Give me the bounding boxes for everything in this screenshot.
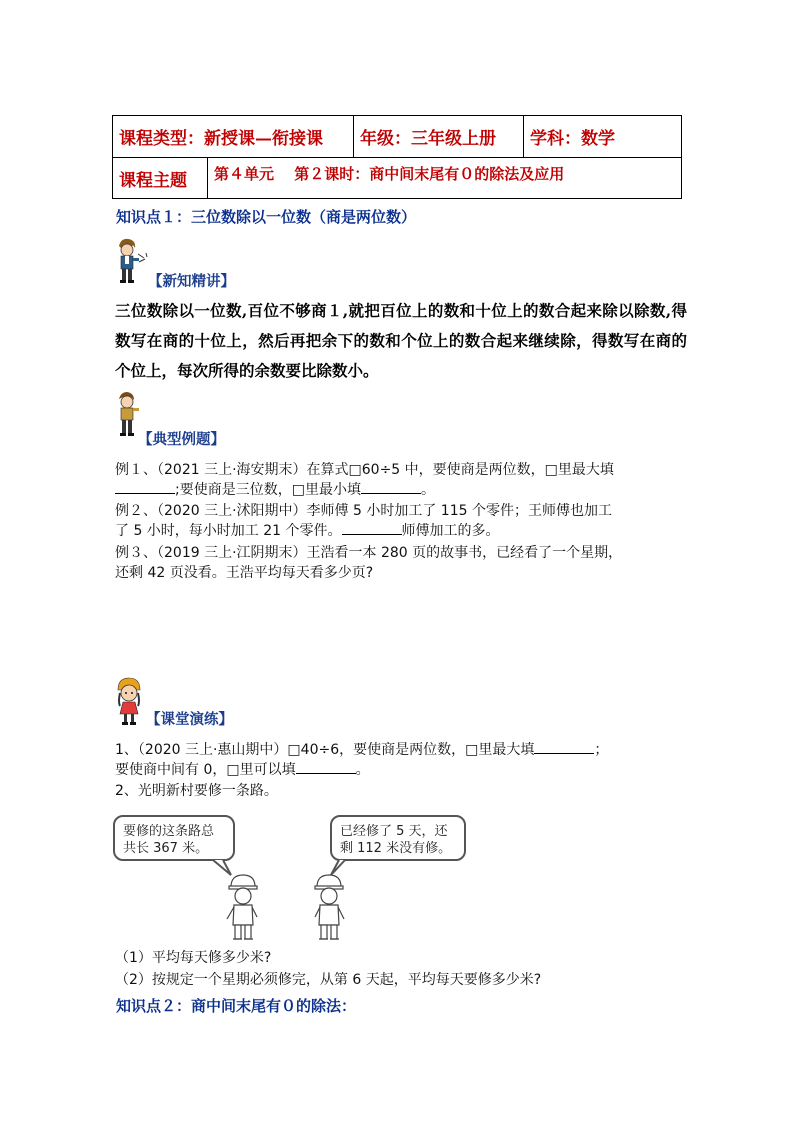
course-info-row-1 [113, 116, 681, 158]
topic-label-cell: 课程主题 [119, 170, 187, 191]
example-1 [115, 460, 690, 500]
course-type-cell: 课程类型：新授课—衔接课 [119, 129, 323, 149]
example-2 [115, 501, 690, 541]
section-class-practice: 【课堂演练】 [146, 711, 233, 728]
worker-illustration [113, 815, 473, 945]
knowledge-point-1-title: 知识点１：三位数除以一位数（商是两位数） [116, 208, 417, 226]
example-3-line-2: 还剩 42 页没看。王浩平均每天看多少页? [115, 565, 374, 581]
course-info-row-2 [113, 157, 681, 199]
practice-1-line-2 [115, 760, 690, 780]
sparkle-icon [136, 252, 150, 264]
answer-blank[interactable] [342, 522, 402, 535]
example-2-text-a: 了 5 小时，每小时加工 21 个零件。 [115, 523, 342, 539]
section-new-knowledge: 【新知精讲】 [148, 273, 235, 290]
example-2-line-1: 例２、（2020 三上·沭阳期中）李师傅 5 小时加工了 115 个零件；王师傅也加工 [115, 503, 612, 519]
speech-bubble-right: 已经修了 5 天，还剩 112 米没有修。 [330, 815, 466, 861]
speech-bubble-left: 要修的这条路总共长 367 米。 [113, 815, 235, 861]
teacher-pointing-icon [114, 390, 140, 438]
practice-1-text-c: 要使商中间有 0，□里可以填 [115, 762, 296, 778]
answer-blank[interactable] [361, 481, 421, 494]
example-1-line-2 [115, 480, 690, 500]
practice-2-question-1: （1）平均每天修多少米? [115, 950, 272, 966]
example-2-text-b: 师傅加工的多。 [401, 523, 500, 539]
practice-1-text-a: 1、（2020 三上·惠山期中）□40÷6，要使商是两位数，□里最大填 [115, 742, 535, 758]
grade-cell: 年级：三年级上册 [353, 116, 523, 157]
section-typical-examples: 【典型例题】 [138, 431, 225, 448]
example-3-line-1: 例３、（2019 三上·江阴期末）王浩看一本 280 页的故事书，已经看了一个星期， [115, 545, 623, 561]
practice-1-line-1 [115, 740, 690, 760]
practice-1 [115, 740, 690, 780]
course-info-table [112, 115, 682, 199]
answer-blank[interactable] [115, 481, 175, 494]
practice-2-question-2: （2）按规定一个星期必须修完，从第 6 天起，平均每天要修多少米? [115, 972, 542, 988]
topic-value-cell: 第４单元 第２课时：商中间末尾有０的除法及应用 [207, 157, 681, 199]
example-1-line-1: 例１、（2021 三上·海安期末）在算式□60÷5 中，要使商是两位数，□里最大填 [115, 462, 614, 478]
practice-1-text-b: ； [594, 742, 609, 758]
example-1-text-a: ;要使商是三位数，□里最小填 [175, 482, 361, 498]
knowledge-point-2-title: 知识点２：商中间末尾有０的除法： [116, 997, 357, 1015]
subject-cell: 学科：数学 [523, 116, 681, 157]
answer-blank[interactable] [534, 741, 594, 754]
example-3 [115, 543, 690, 583]
answer-blank[interactable] [296, 761, 356, 774]
example-2-line-2 [115, 521, 690, 541]
girl-student-icon [114, 676, 144, 726]
practice-1-text-d: 。 [355, 762, 370, 778]
example-1-text-b: 。 [420, 482, 435, 498]
practice-2-intro: 2、光明新村要修一条路。 [115, 783, 278, 799]
knowledge-explanation: 三位数除以一位数,百位不够商１,就把百位上的数和十位上的数合起来除以除数,得数写在商的十位上，然后再把余下的数和个位上的数合起来继续除，得数写在商的个位上，每次所得的余数要比除数小。 [115, 301, 687, 380]
